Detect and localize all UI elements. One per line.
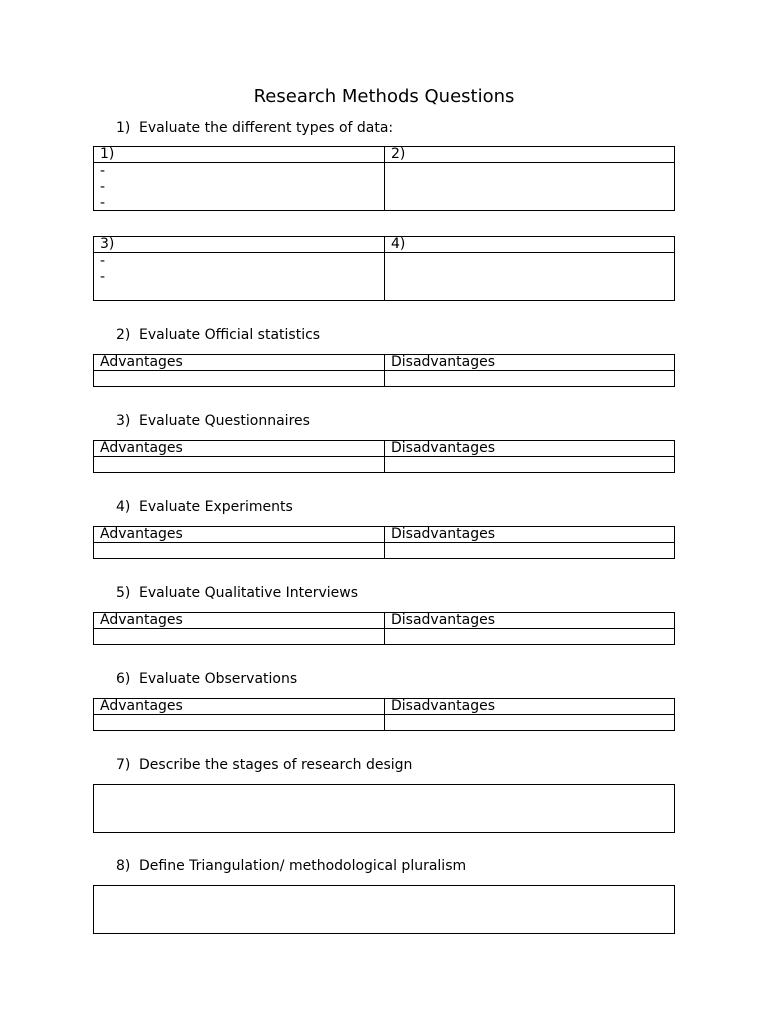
question-text: Evaluate the different types of data: [139, 120, 394, 136]
question-number: 4) [116, 499, 131, 515]
question-number: 6) [116, 671, 131, 687]
observations-table [93, 698, 675, 731]
question-8 [116, 857, 466, 875]
disadvantages-header: Disadvantages [384, 699, 674, 714]
advantages-header: Advantages [100, 354, 183, 370]
disadvantages-answer-cell[interactable] [384, 543, 674, 558]
bullet-dash: - [100, 269, 106, 285]
table-body-row [94, 628, 674, 644]
table-body-row [94, 456, 674, 472]
data-types-table-b [93, 236, 675, 301]
question-5 [116, 584, 358, 602]
disadvantages-answer-cell[interactable] [384, 629, 674, 644]
table-header-row [94, 699, 674, 714]
table-header-row [94, 355, 674, 370]
question-2 [116, 326, 320, 344]
questionnaires-table [93, 440, 675, 473]
table-body-row [94, 370, 674, 386]
disadvantages-header: Disadvantages [384, 527, 674, 542]
table-header-row [94, 441, 674, 456]
official-statistics-table [93, 354, 675, 387]
advantages-answer-cell[interactable] [94, 543, 384, 558]
question-3 [116, 412, 310, 430]
question-4 [116, 498, 293, 516]
advantages-answer-cell[interactable] [94, 629, 384, 644]
advantages-answer-cell[interactable] [94, 457, 384, 472]
answer-cell-3[interactable] [94, 253, 384, 301]
cell-header-2: 2) [384, 147, 674, 162]
cell-header-4: 4) [384, 237, 674, 252]
disadvantages-answer-cell[interactable] [384, 457, 674, 472]
question-number: 1) [116, 120, 131, 136]
disadvantages-header: Disadvantages [384, 613, 674, 628]
advantages-header: Advantages [100, 612, 183, 628]
advantages-header: Advantages [100, 526, 183, 542]
question-6 [116, 670, 297, 688]
cell-header-3: 3) [100, 236, 115, 252]
question-number: 7) [116, 757, 131, 773]
disadvantages-header: Disadvantages [384, 355, 674, 370]
triangulation-answer-box[interactable] [93, 885, 675, 934]
disadvantages-answer-cell[interactable] [384, 371, 674, 386]
disadvantages-header: Disadvantages [384, 441, 674, 456]
question-1 [116, 119, 393, 137]
question-number: 3) [116, 413, 131, 429]
disadvantages-answer-cell[interactable] [384, 715, 674, 730]
answer-cell-1[interactable] [94, 163, 384, 211]
question-text: Evaluate Questionnaires [139, 413, 310, 429]
question-number: 5) [116, 585, 131, 601]
question-text: Describe the stages of research design [139, 757, 413, 773]
bullet-dash: - [100, 179, 106, 195]
question-text: Evaluate Experiments [139, 499, 293, 515]
question-7 [116, 756, 412, 774]
qualitative-interviews-table [93, 612, 675, 645]
table-header-row [94, 147, 674, 162]
table-body-row [94, 252, 674, 301]
question-number: 2) [116, 327, 131, 343]
bullet-dash: - [100, 163, 106, 179]
question-text: Evaluate Official statistics [139, 327, 321, 343]
question-text: Define Triangulation/ methodological pluralism [139, 858, 467, 874]
table-body-row [94, 542, 674, 558]
question-number: 8) [116, 858, 131, 874]
question-text: Evaluate Qualitative Interviews [139, 585, 359, 601]
experiments-table [93, 526, 675, 559]
cell-header-1: 1) [100, 146, 115, 162]
data-types-table-a [93, 146, 675, 211]
table-body-row [94, 714, 674, 730]
question-text: Evaluate Observations [139, 671, 298, 687]
page-title: Research Methods Questions [253, 86, 515, 107]
research-design-answer-box[interactable] [93, 784, 675, 833]
bullet-dash: - [100, 253, 106, 269]
table-header-row [94, 237, 674, 252]
answer-cell-4[interactable] [384, 253, 674, 301]
bullet-dash: - [100, 195, 106, 211]
advantages-answer-cell[interactable] [94, 715, 384, 730]
table-body-row [94, 162, 674, 211]
answer-cell-2[interactable] [384, 163, 674, 211]
advantages-answer-cell[interactable] [94, 371, 384, 386]
advantages-header: Advantages [100, 440, 183, 456]
table-header-row [94, 613, 674, 628]
table-header-row [94, 527, 674, 542]
advantages-header: Advantages [100, 698, 183, 714]
